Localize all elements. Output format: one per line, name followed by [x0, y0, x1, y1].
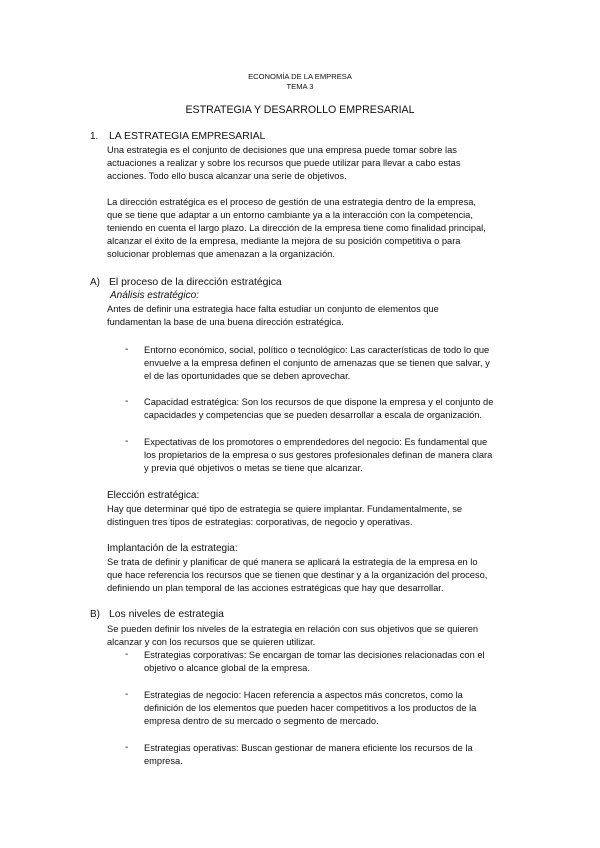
bullet-line: los propietarios de la empresa o sus gestores profesionales definan de manera clara — [144, 450, 493, 460]
paragraph-line: distinguen tres tipos de estrategias: corporativas, de negocio y operativas. — [107, 517, 413, 527]
bullet-line: el de las oportunidades que se deben aprovechar. — [144, 371, 351, 381]
bullet-line: empresa dentro de su mercado o segmento de mercado. — [144, 716, 379, 726]
bullet-line: envuelve a la empresa definen el conjunto de amenazas que se tienen que salvar, y — [144, 358, 490, 368]
section-1-number: 1. — [90, 131, 99, 142]
bullet-line: Entorno económico, social, político o tecnológico: Las características de todo lo que — [144, 345, 490, 355]
paragraph-line: Antes de definir una estrategia hace falta estudiar un conjunto de elementos que — [107, 304, 439, 314]
bullet-marker: - — [125, 689, 129, 700]
section-a-letter: A) — [90, 277, 100, 288]
section-b-heading: Los niveles de estrategia — [109, 609, 224, 620]
paragraph-line: alcanzar y con los recursos que se quieren utilizar. — [107, 637, 316, 647]
bullet-marker: - — [125, 649, 129, 660]
paragraph-line: Se pueden definir los niveles de la estrategia en relación con sus objetivos que se quieren — [107, 624, 479, 634]
bullet-marker: - — [125, 742, 129, 753]
course-name: ECONOMÍA DE LA EMPRESA — [248, 72, 352, 81]
section-a-heading: El proceso de la dirección estratégica — [109, 277, 282, 288]
paragraph-line: Una estrategia es el conjunto de decisiones que una empresa puede tomar sobre las — [107, 145, 457, 155]
bullet-line: Estrategias de negocio: Hacen referencia a aspectos más concretos, como la — [144, 690, 463, 700]
bullet-line: capacidades y competencias que se pueden desarrollar a escala de organización. — [144, 410, 483, 420]
bullet-marker: - — [125, 344, 129, 355]
paragraph-line: La dirección estratégica es el proceso de gestión de una estrategia dentro de la empresa, — [107, 197, 477, 207]
bullet-line: y previa qué objetivos o metas se tiene que alcanzar. — [144, 463, 363, 473]
document-title: ESTRATEGIA Y DESARROLLO EMPRESARIAL — [185, 104, 415, 116]
paragraph-line: Se trata de definir y planificar de qué manera se aplicará la estrategia de la empresa en lo — [107, 557, 478, 567]
paragraph-line: fundamentan la base de una buena dirección estratégica. — [107, 317, 344, 327]
topic-number: TEMA 3 — [286, 82, 314, 91]
paragraph-line: que se tiene que adaptar a un entorno cambiante ya a la interacción con la competencia, — [107, 210, 473, 220]
bullet-line: empresa. — [144, 756, 183, 766]
paragraph-line: definiendo un plan temporal de las acciones estratégicas que hay que desarrollar. — [107, 583, 444, 593]
bullet-marker: - — [125, 436, 129, 447]
paragraph-line: teniendo en cuenta el largo plazo. La dirección de la empresa tiene como finalidad principal, — [107, 223, 486, 233]
section-1-heading: LA ESTRATEGIA EMPRESARIAL — [109, 131, 266, 142]
paragraph-line: que hace referencia los recursos que se tienen que destinar y a la organización del proceso, — [107, 570, 488, 580]
analysis-heading: Análisis estratégico: — [110, 290, 199, 301]
bullet-marker: - — [125, 396, 129, 407]
paragraph-line: acciones. Todo ello busca alcanzar una serie de objetivos. — [107, 171, 347, 181]
paragraph-line: actuaciones a realizar y sobre los recursos que puede utilizar para llevar a cabo estas — [107, 158, 461, 168]
bullet-line: objetivo o alcance global de la empresa. — [144, 663, 310, 673]
bullet-line: Capacidad estratégica: Son los recursos de que dispone la empresa y el conjunto de — [144, 397, 494, 407]
bullet-line: definición de los elementos que pueden hacer competitivos a los productos de la — [144, 703, 477, 713]
bullet-line: Expectativas de los promotores o emprendedores del negocio: Es fundamental que — [144, 437, 488, 447]
paragraph-line: Hay que determinar qué tipo de estrategia se quiere implantar. Fundamentalmente, se — [107, 504, 463, 514]
implementation-heading: Implantación de la estrategia: — [107, 543, 238, 554]
section-b-letter: B) — [90, 609, 100, 620]
choice-heading: Elección estratégica: — [107, 490, 200, 501]
paragraph-line: alcanzar el éxito de la empresa, mediante la mejora de su posición competitiva o para — [107, 236, 461, 246]
paragraph-line: solucionar problemas que amenazan a la organización. — [107, 249, 335, 259]
bullet-line: Estrategias operativas: Buscan gestionar de manera eficiente los recursos de la — [144, 743, 473, 753]
bullet-line: Estrategias corporativas: Se encargan de tomar las decisiones relacionadas con el — [144, 650, 485, 660]
